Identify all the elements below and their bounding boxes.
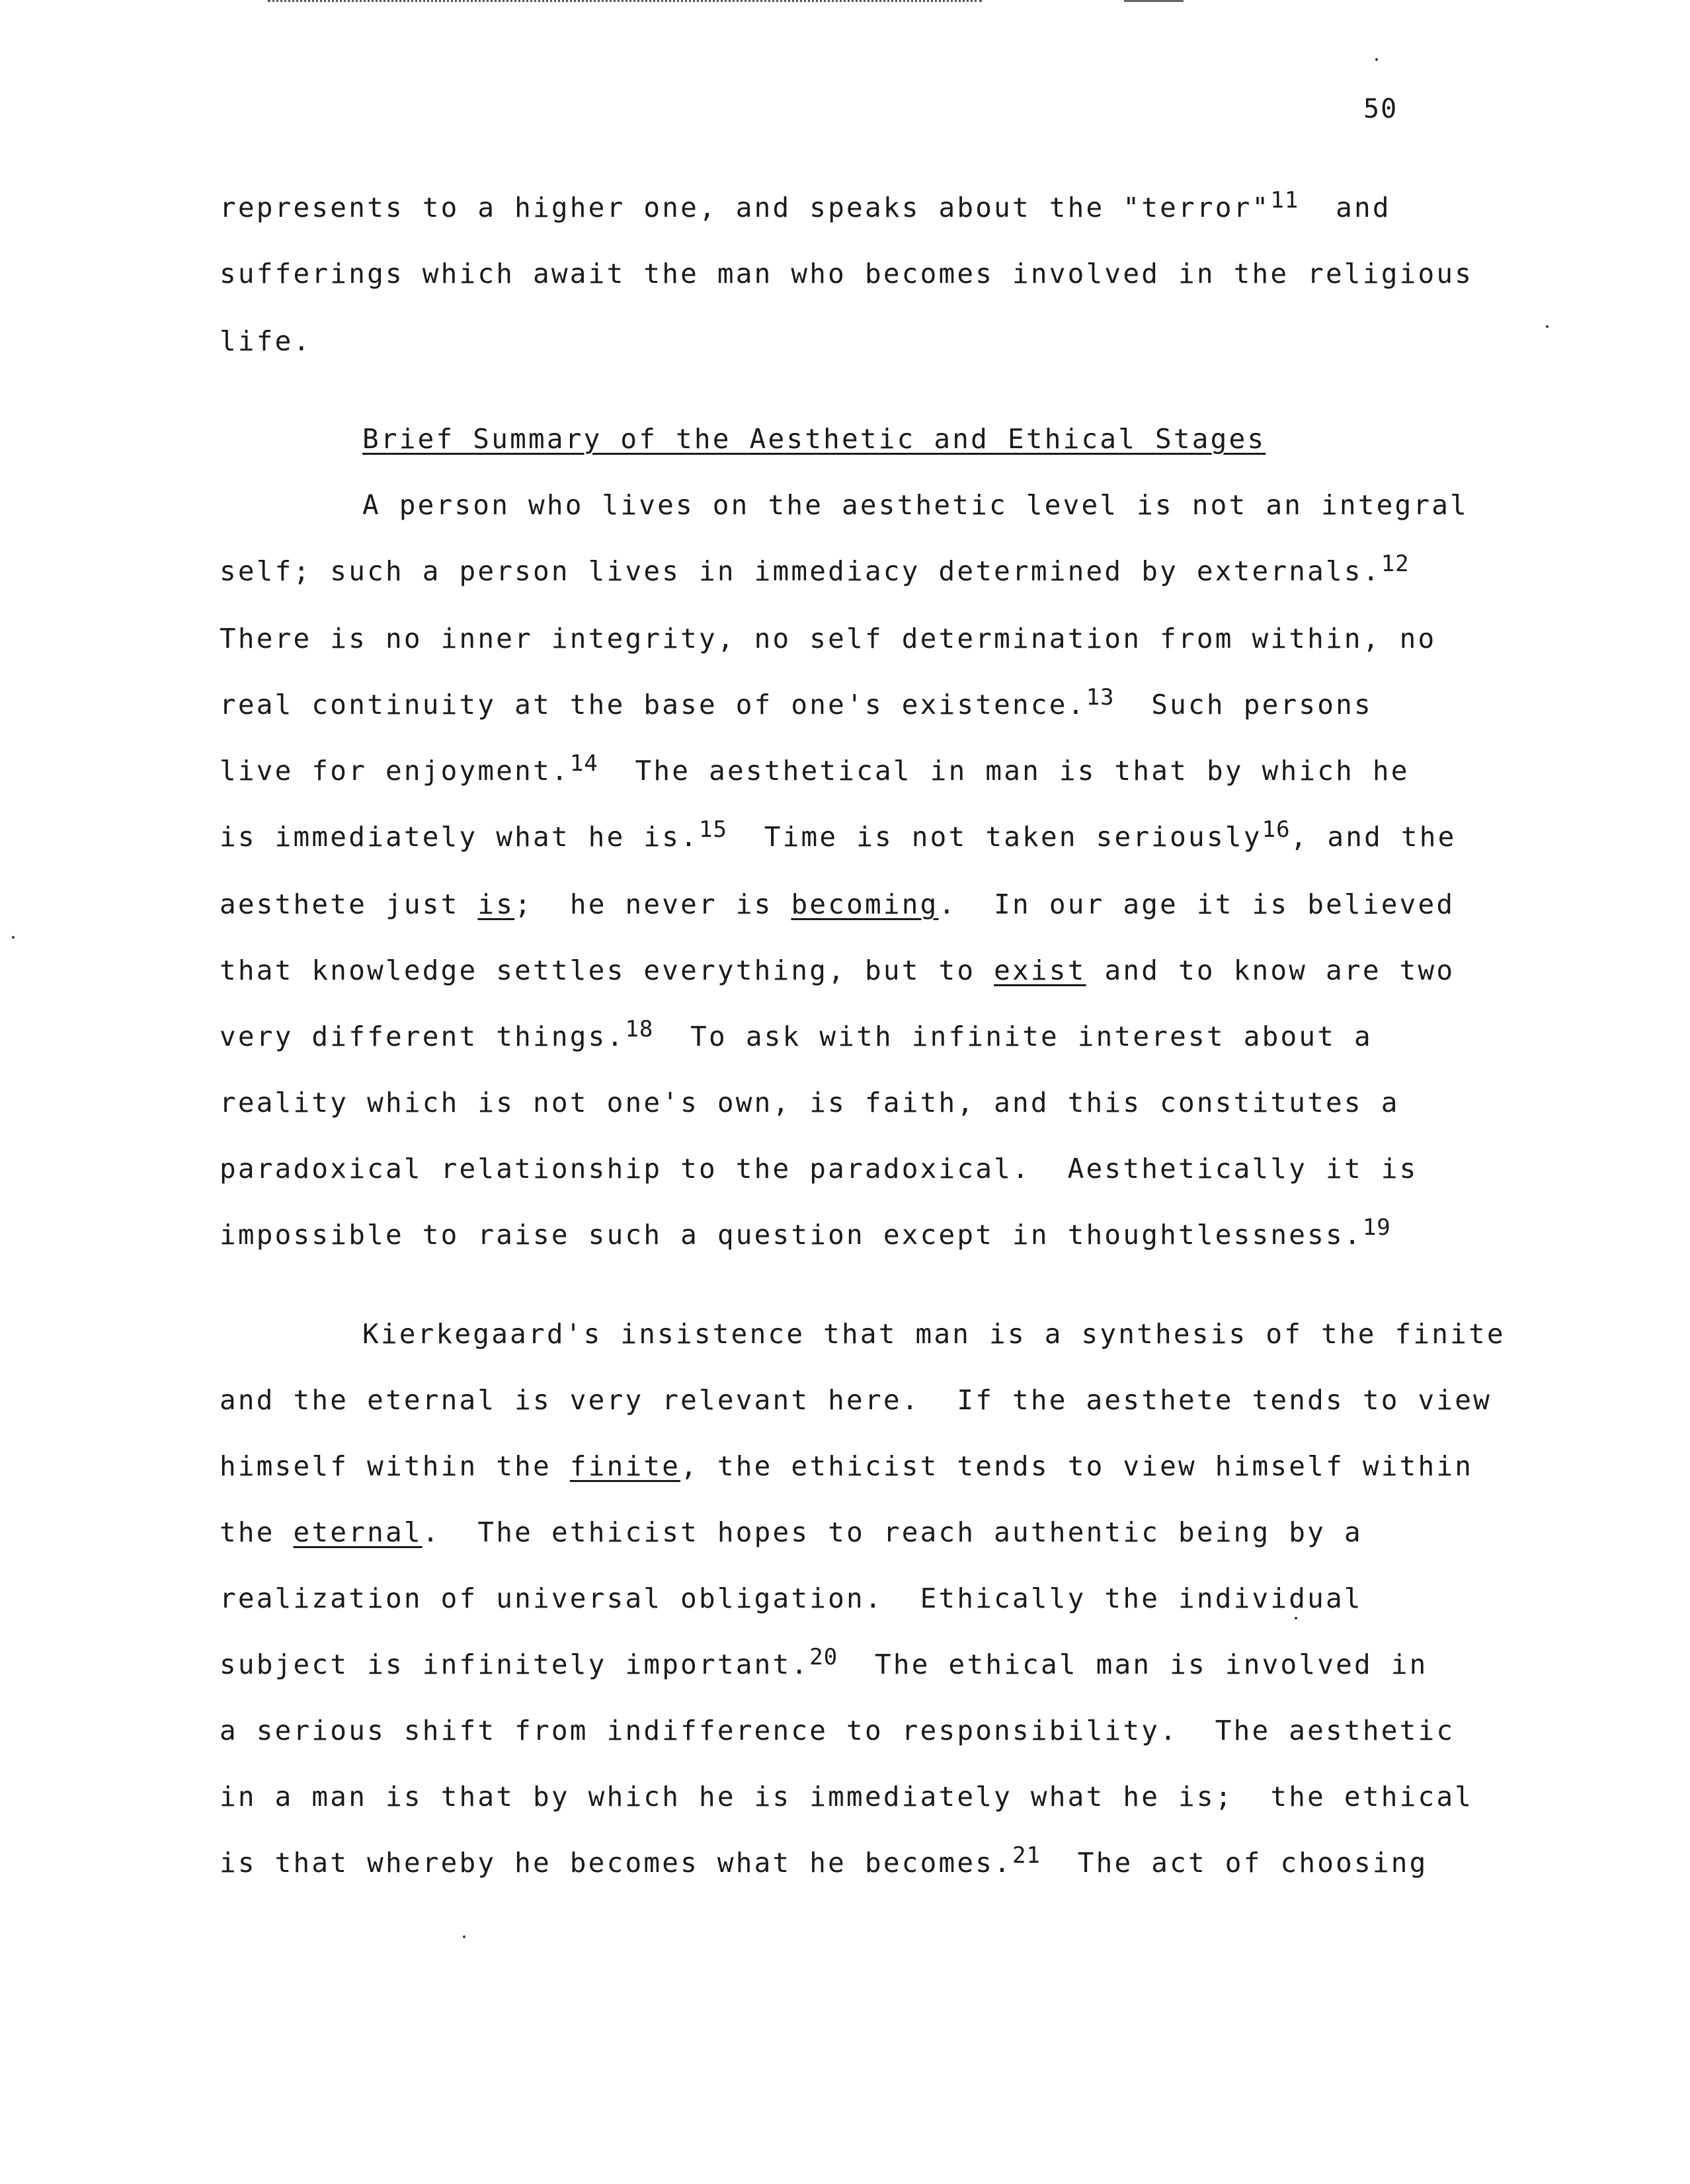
- section-heading: Brief Summary of the Aesthetic and Ethical Stages: [362, 423, 1266, 455]
- text-line: live for enjoyment.$^{14}$ The aesthetical in man is that by which he: [220, 750, 1410, 787]
- scan-speck: [1375, 58, 1378, 61]
- text-line: paradoxical relationship to the paradoxical. Aesthetically it is: [220, 1153, 1418, 1185]
- scan-speck: [1546, 325, 1549, 328]
- footnote-ref: 19: [1362, 1214, 1391, 1241]
- underlined-word: finite: [569, 1450, 681, 1482]
- footnote-ref: 21: [1012, 1842, 1041, 1869]
- text-line: life.: [220, 325, 312, 357]
- page-number: 50: [1363, 94, 1398, 124]
- scan-speck: [1295, 1617, 1297, 1619]
- text-line: real continuity at the base of one's existence.$^{13}$ Such persons: [220, 684, 1373, 721]
- underlined-word: eternal: [293, 1516, 422, 1548]
- text-line: reality which is not one's own, is faith, and this constitutes a: [220, 1087, 1400, 1118]
- top-edge-rule: [268, 0, 982, 2]
- text-line: self; such a person lives in immediacy determined by externals.$^{12}$: [220, 551, 1410, 587]
- text-line: sufferings which await the man who becomes involved in the religious: [220, 258, 1474, 290]
- underlined-word: exist: [994, 955, 1086, 986]
- text-line: impossible to raise such a question except in thoughtlessness.$^{19}$: [220, 1214, 1391, 1251]
- top-edge-mark: [1124, 0, 1184, 2]
- underlined-word: is: [477, 888, 515, 920]
- text-line: There is no inner integrity, no self determination from within, no: [220, 623, 1437, 654]
- footnote-ref: 14: [569, 750, 598, 777]
- text-line: subject is infinitely important.$^{20}$ The ethical man is involved in: [220, 1644, 1428, 1680]
- text-line: the eternal. The ethicist hopes to reach authentic being by a: [220, 1516, 1363, 1548]
- scan-speck: [463, 1935, 465, 1938]
- text-line: Kierkegaard's insistence that man is a synthesis of the finite: [362, 1318, 1506, 1350]
- text-line: is that whereby he becomes what he becomes.$^{21}$ The act of choosing: [220, 1842, 1428, 1879]
- text-line: that knowledge settles everything, but to exist and to know are two: [220, 955, 1455, 986]
- text-line: represents to a higher one, and speaks about the "terror"$^{11}$ and: [220, 187, 1391, 223]
- text-line: very different things.$^{18}$ To ask with infinite interest about a: [220, 1016, 1373, 1052]
- underlined-word: becoming: [791, 888, 939, 920]
- text-line: and the eternal is very relevant here. If the aesthete tends to view: [220, 1384, 1492, 1416]
- text-line: a serious shift from indifference to responsibility. The aesthetic: [220, 1715, 1455, 1746]
- text-line: A person who lives on the aesthetic level is not an integral: [362, 489, 1469, 521]
- text-line: is immediately what he is.$^{15}$ Time is not taken seriously$^{16}$, and the: [220, 816, 1457, 853]
- footnote-ref: 13: [1086, 684, 1115, 711]
- scan-speck: [12, 936, 15, 939]
- text-line: realization of universal obligation. Ethically the individual: [220, 1582, 1363, 1614]
- footnote-ref: 11: [1270, 187, 1299, 214]
- text-line: himself within the finite, the ethicist tends to view himself within: [220, 1450, 1474, 1482]
- footnote-ref: 18: [625, 1016, 654, 1042]
- footnote-ref: 15: [699, 816, 727, 843]
- footnote-ref: 20: [809, 1644, 838, 1670]
- text-line: aesthete just is; he never is becoming. In our age it is believed: [220, 888, 1455, 920]
- text-line: in a man is that by which he is immediately what he is; the ethical: [220, 1781, 1474, 1813]
- footnote-ref: 16: [1262, 816, 1291, 843]
- footnote-ref: 12: [1381, 551, 1410, 577]
